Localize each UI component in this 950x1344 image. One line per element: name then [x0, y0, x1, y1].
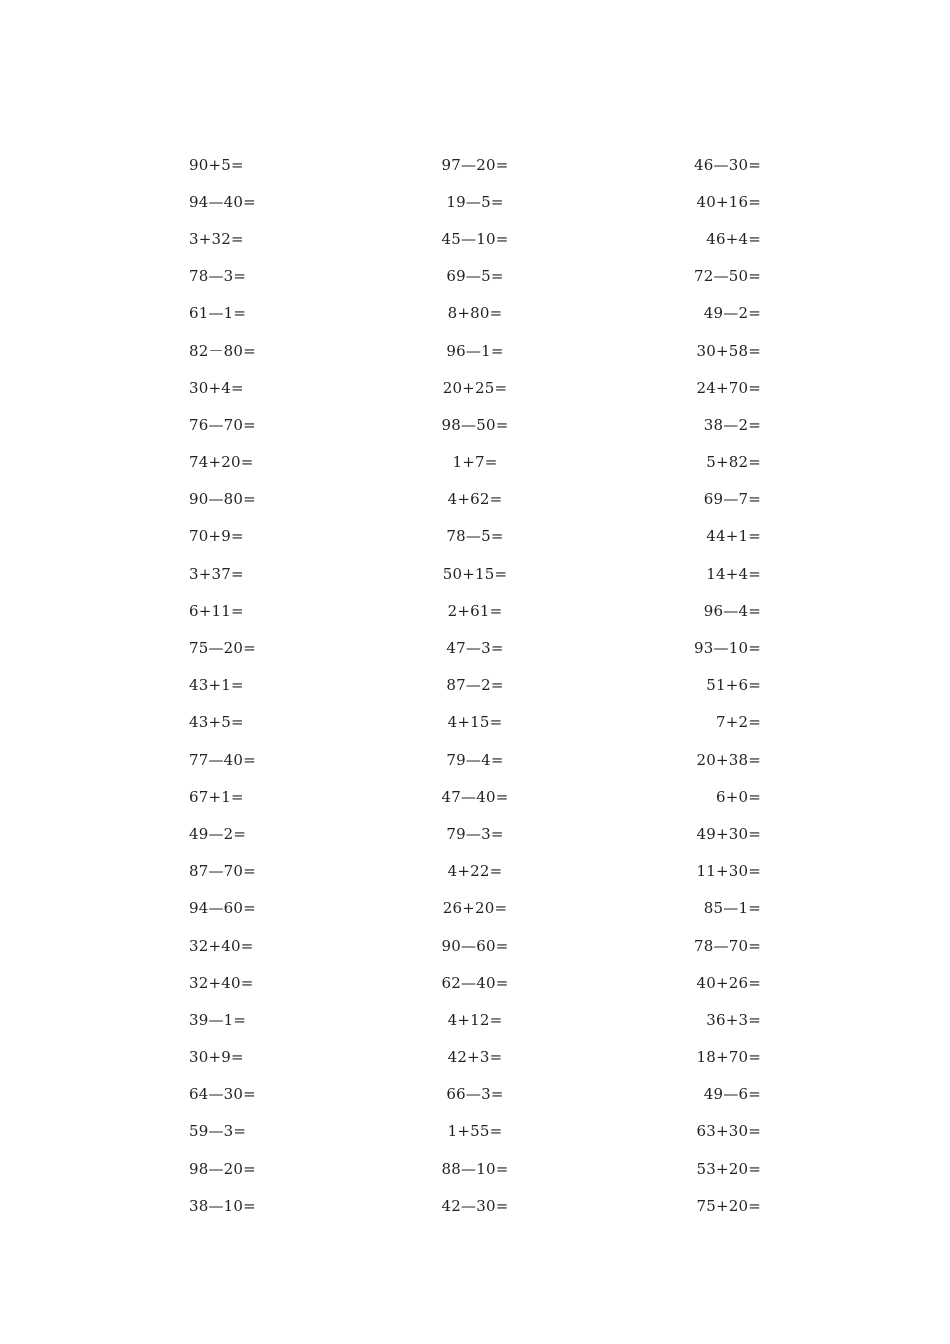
problem-right: 24+70=: [696, 378, 761, 397]
problem-left: 77—40=: [189, 750, 256, 769]
problem-left: 90—80=: [189, 490, 256, 509]
problem-right: 49+30=: [696, 824, 761, 843]
problem-right: 38—2=: [703, 415, 761, 434]
problem-right: 20+38=: [696, 750, 761, 769]
problem-row: [189, 667, 761, 704]
problem-row: [189, 927, 761, 964]
problem-left: 64—30=: [189, 1085, 256, 1104]
problem-left: 3+32=: [189, 229, 244, 248]
problem-right: 30+58=: [696, 341, 761, 360]
problem-right: 46+4=: [706, 229, 761, 248]
problem-middle: 26+20=: [442, 899, 508, 918]
problem-row: [189, 518, 761, 555]
problem-left: 75—20=: [189, 639, 256, 658]
problem-middle: 8+80=: [447, 304, 503, 323]
problem-row: [189, 1113, 761, 1150]
problem-left: 94—60=: [189, 899, 256, 918]
problem-row: [189, 1187, 761, 1224]
problem-row: [189, 890, 761, 927]
problem-row: [189, 220, 761, 257]
problem-left: 30+4=: [189, 378, 244, 397]
problem-row: [189, 444, 761, 481]
problem-middle: 19—5=: [446, 192, 504, 211]
problem-row: [189, 592, 761, 629]
problem-left: 43+1=: [189, 676, 244, 695]
problem-right: 78—70=: [694, 936, 761, 955]
problem-middle: 47—3=: [446, 639, 504, 658]
problem-left: 49—2=: [189, 824, 247, 843]
problem-row: [189, 183, 761, 220]
problem-row: [189, 741, 761, 778]
problem-left: 90+5=: [189, 155, 244, 174]
problem-row: [189, 1076, 761, 1113]
problem-middle: 90—60=: [441, 936, 509, 955]
problem-left: 87—70=: [189, 862, 256, 881]
problem-row: [189, 1001, 761, 1038]
problem-row: [189, 146, 761, 183]
problem-left: 61—1=: [189, 304, 247, 323]
problem-middle: 62—40=: [441, 973, 509, 992]
problem-row: [189, 815, 761, 852]
problem-middle: 4+22=: [447, 862, 503, 881]
problem-middle: 4+12=: [447, 1010, 503, 1029]
problem-row: [189, 853, 761, 890]
problem-middle: 69—5=: [446, 267, 504, 286]
problem-row: [189, 778, 761, 815]
problem-middle: 42—30=: [441, 1196, 509, 1215]
problem-middle: 42+3=: [447, 1048, 503, 1067]
problem-row: [189, 406, 761, 443]
problem-row: [189, 704, 761, 741]
problem-middle: 66—3=: [446, 1085, 504, 1104]
problem-left: 94—40=: [189, 192, 256, 211]
problem-right: 51+6=: [706, 676, 761, 695]
problem-right: 40+26=: [696, 973, 761, 992]
problem-middle: 45—10=: [441, 229, 509, 248]
problem-right: 7+2=: [715, 713, 761, 732]
problem-row: [189, 1150, 761, 1187]
problem-middle: 47—40=: [441, 787, 509, 806]
problem-middle: 87—2=: [446, 676, 504, 695]
problem-middle: 96—1=: [446, 341, 504, 360]
problem-row: [189, 555, 761, 592]
problem-left: 74+20=: [189, 453, 254, 472]
problem-row: [189, 258, 761, 295]
problem-right: 44+1=: [706, 527, 761, 546]
problem-right: 6+0=: [715, 787, 761, 806]
problem-row: [189, 964, 761, 1001]
problem-middle: 1+55=: [447, 1122, 503, 1141]
problem-right: 75+20=: [696, 1196, 761, 1215]
problem-row: [189, 1039, 761, 1076]
problem-middle: 79—3=: [446, 824, 504, 843]
problem-middle: 79—4=: [446, 750, 504, 769]
problem-left: 76—70=: [189, 415, 256, 434]
problem-right: 14+4=: [706, 564, 761, 583]
problem-right: 69—7=: [703, 490, 761, 509]
problem-middle: 78—5=: [446, 527, 504, 546]
problem-right: 5+82=: [706, 453, 761, 472]
problem-left: 59—3=: [189, 1122, 247, 1141]
problem-middle: 50+15=: [442, 564, 508, 583]
problem-row: [189, 481, 761, 518]
problem-left: 78—3=: [189, 267, 247, 286]
problem-left: 38—10=: [189, 1196, 256, 1215]
problem-right: 72—50=: [694, 267, 761, 286]
problem-middle: 2+61=: [447, 601, 503, 620]
problem-middle: 97—20=: [441, 155, 509, 174]
problem-middle: 88—10=: [441, 1159, 509, 1178]
problem-middle: 1+7=: [452, 453, 498, 472]
problem-right: 11+30=: [696, 862, 761, 881]
problem-right: 53+20=: [696, 1159, 761, 1178]
problem-right: 18+70=: [696, 1048, 761, 1067]
problem-middle: 98—50=: [441, 415, 509, 434]
problem-middle: 4+15=: [447, 713, 503, 732]
problem-right: 93—10=: [694, 639, 761, 658]
problem-left: 30+9=: [189, 1048, 244, 1067]
problem-right: 40+16=: [696, 192, 761, 211]
problem-left: 82－80=: [189, 341, 256, 360]
problem-right: 46—30=: [694, 155, 761, 174]
problem-row: [189, 295, 761, 332]
problem-row: [189, 629, 761, 666]
problem-row: [189, 369, 761, 406]
problem-right: 85—1=: [703, 899, 761, 918]
problem-middle: 20+25=: [442, 378, 508, 397]
problem-left: 98—20=: [189, 1159, 256, 1178]
problem-left: 67+1=: [189, 787, 244, 806]
problem-right: 96—4=: [703, 601, 761, 620]
problem-left: 3+37=: [189, 564, 244, 583]
problem-right: 63+30=: [696, 1122, 761, 1141]
problem-left: 6+11=: [189, 601, 244, 620]
problem-left: 39—1=: [189, 1010, 247, 1029]
problem-left: 32+40=: [189, 973, 254, 992]
problem-row: [189, 332, 761, 369]
problem-right: 49—6=: [703, 1085, 761, 1104]
problem-left: 70+9=: [189, 527, 244, 546]
problem-right: 36+3=: [706, 1010, 761, 1029]
problem-left: 32+40=: [189, 936, 254, 955]
arithmetic-worksheet: [189, 146, 761, 1224]
problem-right: 49—2=: [703, 304, 761, 323]
problem-left: 43+5=: [189, 713, 244, 732]
problem-middle: 4+62=: [447, 490, 503, 509]
